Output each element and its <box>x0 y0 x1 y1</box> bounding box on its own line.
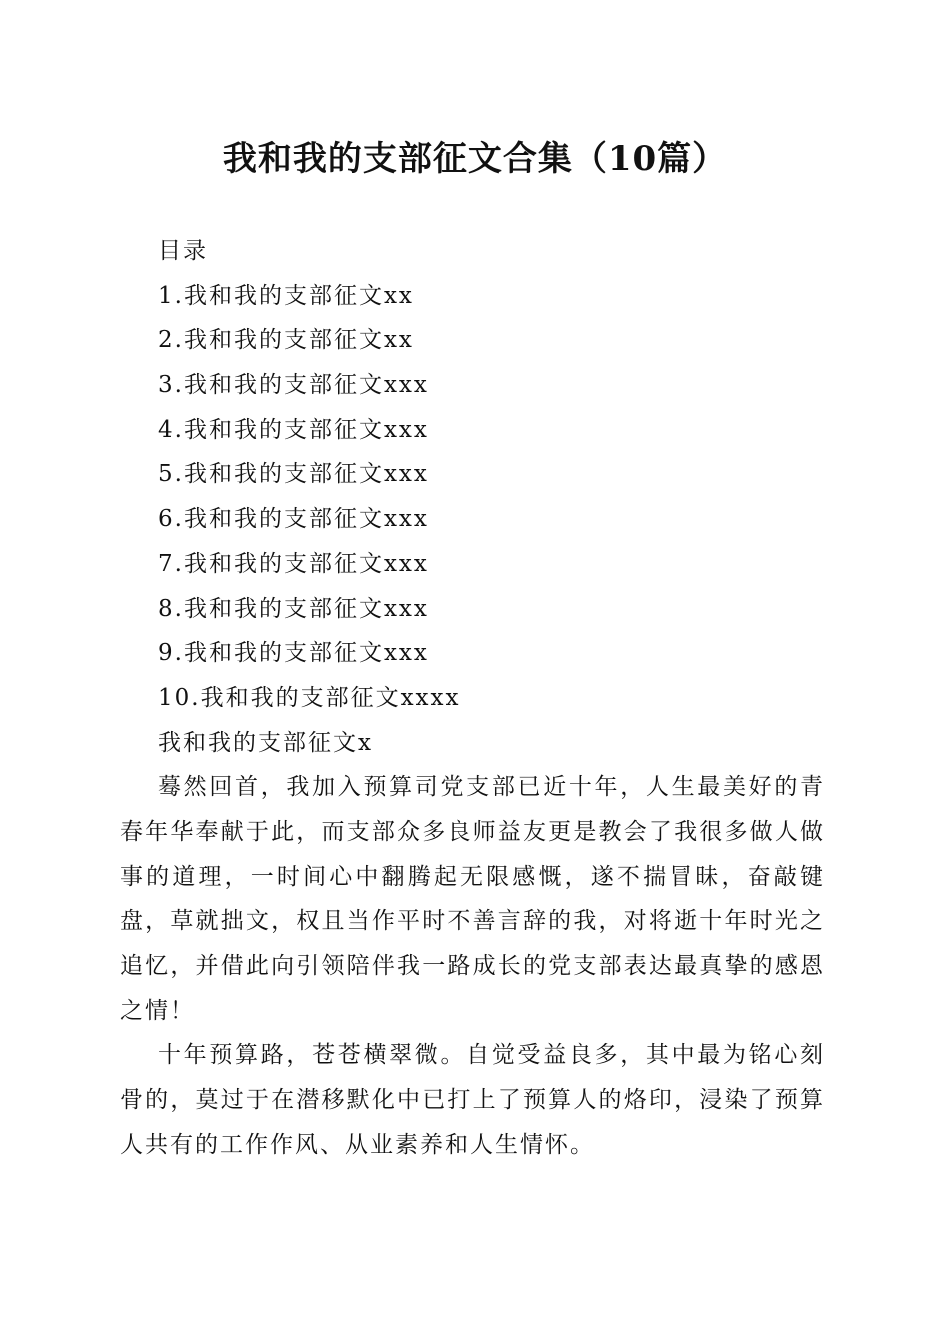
toc-item: 5.我和我的支部征文xxx <box>158 461 429 488</box>
document-body <box>120 229 825 1168</box>
toc-item: 2.我和我的支部征文xx <box>158 327 414 354</box>
toc-item: 4.我和我的支部征文xxx <box>158 416 429 443</box>
toc-item: 6.我和我的支部征文xxx <box>158 506 429 533</box>
document-title: 我和我的支部征文合集（10篇） <box>222 139 728 179</box>
section-heading: 我和我的支部征文x <box>158 729 373 756</box>
toc-item: 3.我和我的支部征文xxx <box>158 372 429 399</box>
toc-item: 7.我和我的支部征文xxx <box>158 550 429 577</box>
toc-item: 1.我和我的支部征文xx <box>158 282 414 309</box>
toc-item: 8.我和我的支部征文xxx <box>158 595 429 622</box>
body-paragraph: 蓦然回首，我加入预算司党支部已近十年，人生最美好的青春年华奉献于此，而支部众多良师益友更是教会了我很多做人做事的道理，一时间心中翻腾起无限感慨，遂不揣冒昧，奋敲键盘，草就拙文，权且当作平时不善言辞的我，对将逝十年时光之追忆，并借此向引领陪伴我一路成长的党支部表达最真挚的感恩之情！ <box>120 774 825 1024</box>
toc-item: 9.我和我的支部征文xxx <box>158 640 429 667</box>
toc-heading: 目录 <box>158 238 208 264</box>
toc-item: 10.我和我的支部征文xxxx <box>158 684 461 711</box>
body-paragraph: 十年预算路，苍苍横翠微。自觉受益良多，其中最为铭心刻骨的，莫过于在潜移默化中已打上了预算人的烙印，浸染了预算人共有的工作作风、从业素养和人生情怀。 <box>120 1042 825 1158</box>
